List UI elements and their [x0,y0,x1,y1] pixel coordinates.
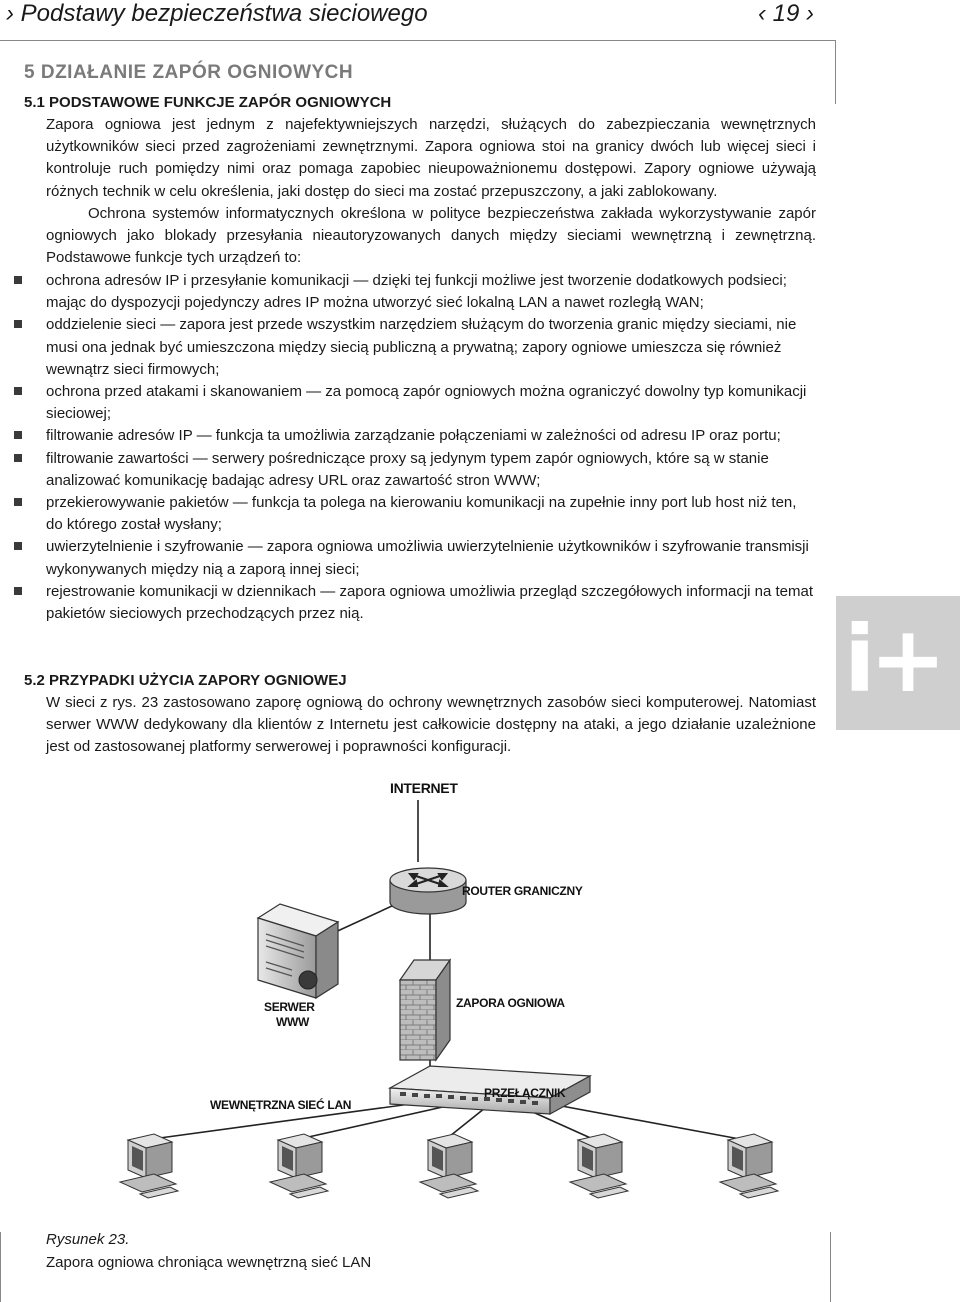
bullet-square-icon [14,498,22,506]
info-plus-badge [836,596,960,730]
list-item: filtrowanie zawartości — serwery pośredniczące proxy są jedynym typem zapór ogniowych, które są w stanie analizować komunikację badając adresy URL oraz zawartość stron WWW; [10,448,816,492]
running-title: › Podstawy bezpieczeństwa sieciowego [6,0,428,27]
lan-computers [120,1134,778,1198]
bullet-square-icon [14,320,22,328]
list-item: rejestrowanie komunikacji w dziennikach — zapora ogniowa umożliwia przegląd szczegółowych informacji na temat pakietów sieciowych przechodzących przez nią. [10,581,816,625]
internet-label: INTERNET [390,780,458,796]
router-icon [390,868,466,914]
list-item: uwierzytelnienie i szyfrowanie — zapora ogniowa umożliwia uwierzytelnienie użytkowników i szyfrowanie transmisji wykonywanych między nią a zaporą innej sieci; [10,536,816,580]
router-label: ROUTER GRANICZNY [462,884,583,898]
firewall-label: ZAPORA OGNIOWA [456,996,565,1010]
switch-label: PRZEŁĄCZNIK [484,1086,566,1100]
network-diagram-svg [0,770,960,1210]
bullet-square-icon [14,454,22,462]
computer-icon [720,1134,778,1198]
list-item: oddzielenie sieci — zapora jest przede wszystkim narzędziem służącym do tworzenia granic między sieciami, nie musi ona jednak być umieszczona między siecią publiczną a prywatną; zapory ogniowe umieszcza się również wewnątrz sieci firmowych; [10,314,816,381]
list-item: filtrowanie adresów IP — funkcja ta umożliwia zarządzanie połączeniami w zależności od adresu IP oraz portu; [10,425,816,447]
footer-right-rule [830,1232,831,1302]
server-label-line1: SERWER [264,1000,315,1014]
page-number: ‹ 19 › [757,0,814,27]
section-heading: 5 DZIAŁANIE ZAPÓR OGNIOWYCH [24,62,354,83]
list-item: ochrona adresów IP i przesyłanie komunikacji — dzięki tej funkcji możliwe jest tworzenie dodatkowych podsieci; mając do dyspozycji pojedynczy adres IP można utworzyć sieć lokalną LAN a nawet rozległą WAN; [10,270,816,314]
functions-list [10,270,816,625]
lan-label: WEWNĘTRZNA SIEĆ LAN [210,1098,352,1112]
firewall-icon [400,960,450,1060]
bullet-square-icon [14,387,22,395]
paragraph-3: W sieci z rys. 23 zastosowano zaporę ogniową do ochrony wewnętrznych zasobów sieci komputerowej. Natomiast serwer WWW dedykowany dla klientów z Internetu jest całkowicie dostępny na ataki, a jego działanie uzależnione jest od zastosowanej platformy serwerowej i poprawności konfiguracji. [46,694,816,756]
figure-caption-label: Rysunek 23. [46,1231,130,1248]
server-icon [258,904,338,998]
server-label-line2: WWW [276,1015,310,1029]
computer-icon [570,1134,628,1198]
header-rule [0,40,836,41]
running-header [0,0,836,40]
computer-icon [420,1134,478,1198]
info-plus-icon: i+ [844,606,941,713]
computer-icon [120,1134,178,1198]
bullet-square-icon [14,431,22,439]
bullet-square-icon [14,276,22,284]
computer-icon [270,1134,328,1198]
network-diagram [0,770,960,1210]
bullet-square-icon [14,587,22,595]
switch-pc5-link [540,1102,745,1140]
paragraph-2: Ochrona systemów informatycznych określona w polityce bezpieczeństwa zakłada wykorzystywanie zapór ogniowych jako blokady przesyłania nieautoryzowanych danych między sieciami wewnętrzną i zewnętrzną. Podstawowe funkcje tych urządzeń to: [46,205,816,267]
right-rule [835,40,836,104]
list-item: ochrona przed atakami i skanowaniem — za pomocą zapór ogniowych można ograniczyć dowolny typ komunikacji sieciowej; [10,381,816,425]
list-item: przekierowywanie pakietów — funkcja ta polega na kierowaniu komunikacji na zupełnie inny port lub host niż ten, do którego został wysłany; [10,492,816,536]
paragraph-1: Zapora ogniowa jest jednym z najefektywniejszych narzędzi, służących do zabezpieczania wewnętrznych użytkowników sieci przed zagrożeniami zewnętrznymi. Zapora ogniowa stoi na granicy dwóch lub więcej sieci i kontroluje ruch pomiędzy nimi oraz pomaga zapobiec nieupoważnionemu dostępowi. Zapory ogniowe używają różnych technik w celu określenia, jaki dostęp do sieci ma zostać przepuszczony, a jaki zablokowany. [46,116,816,200]
figure-caption [46,1228,371,1274]
bullet-square-icon [14,542,22,550]
subsection-heading-2: 5.2 PRZYPADKI UŻYCIA ZAPORY OGNIOWEJ [24,672,347,689]
figure-caption-text: Zapora ogniowa chroniąca wewnętrzną sieć LAN [46,1254,372,1271]
footer-left-rule [0,1232,1,1302]
subsection-heading-1: 5.1 PODSTAWOWE FUNKCJE ZAPÓR OGNIOWYCH [24,94,392,111]
